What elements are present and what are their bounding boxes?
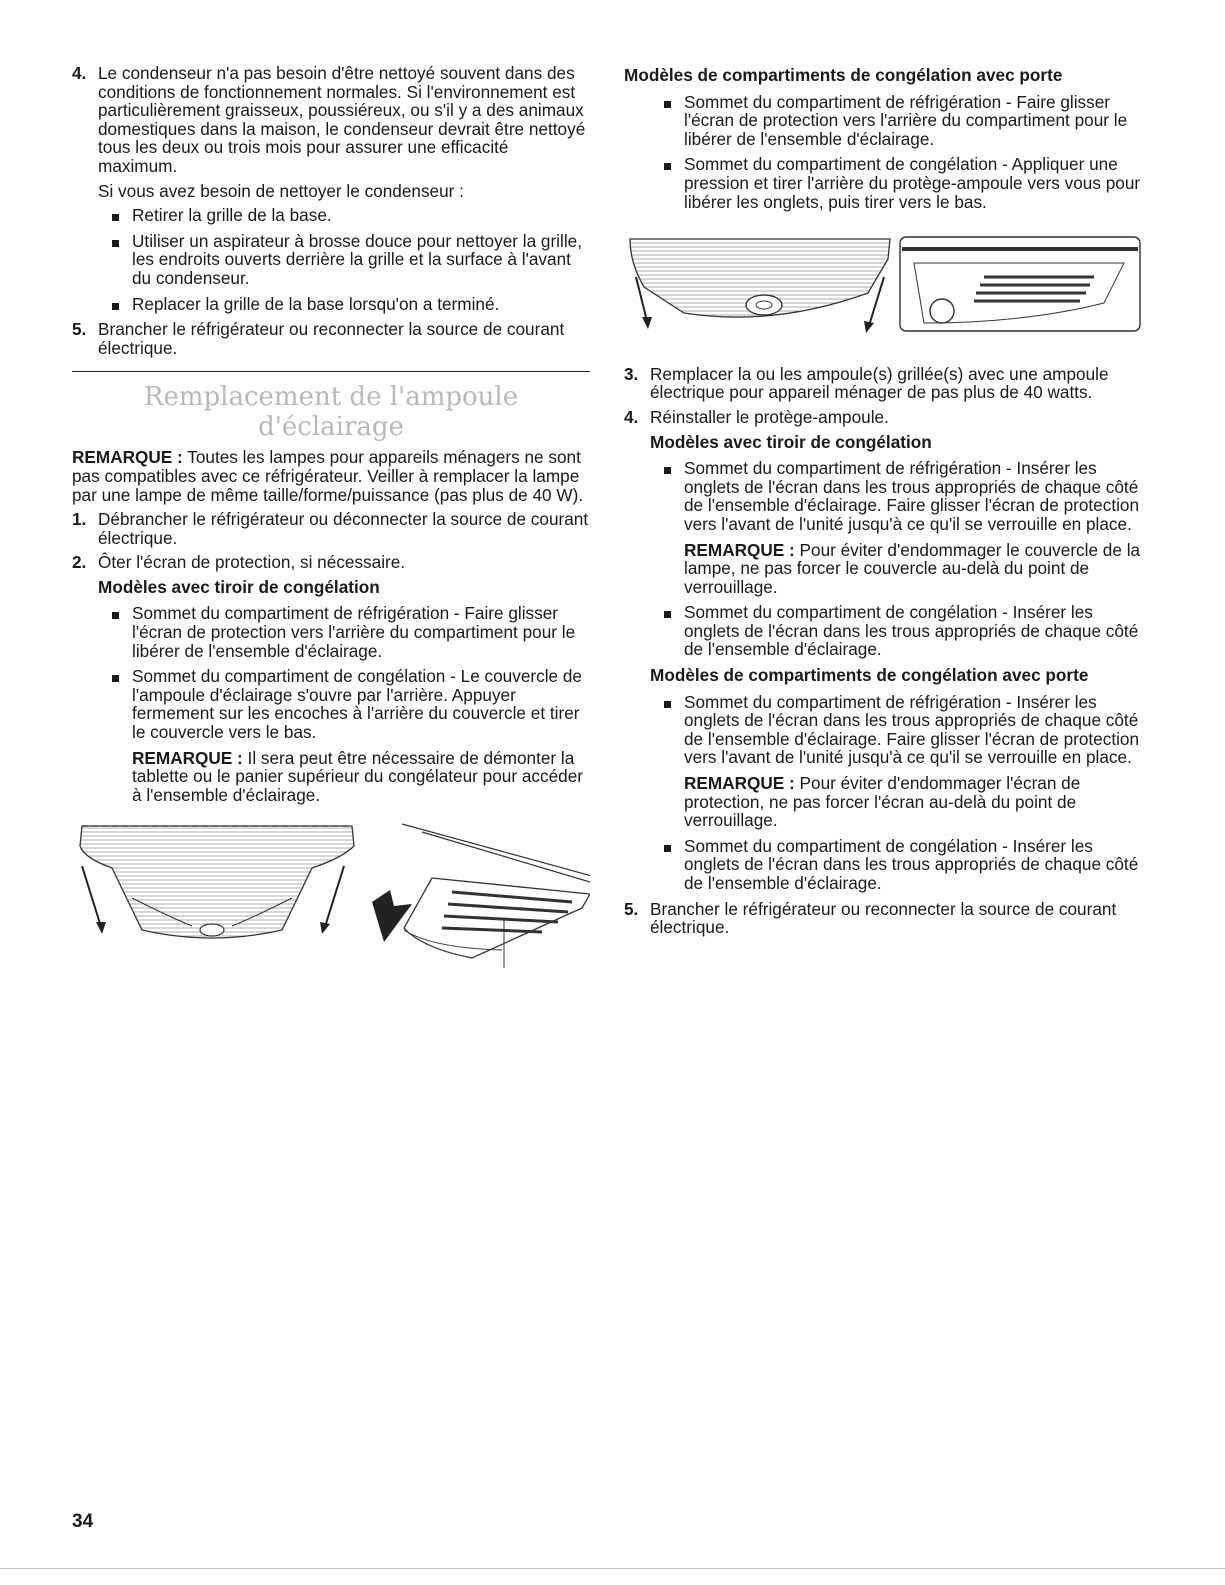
bullet-item	[72, 232, 590, 288]
step-text: Remplacer la ou les ampoule(s) grillée(s) avec une ampoule électrique pour appareil ménager de pas plus de 40 watts.	[650, 363, 1109, 403]
step-number: 2.	[72, 552, 87, 573]
light-cover-illustration	[72, 818, 590, 972]
note-label: REMARQUE :	[684, 539, 795, 560]
bullet-text: Sommet du compartiment de congélation - Insérer les onglets de l'écran dans les trous appropriés de chaque côté de l'ensemble d'éclairage.	[684, 835, 1139, 893]
bullet-square-icon	[98, 604, 132, 660]
note-text: Il sera peut être nécessaire de démonter la tablette ou le panier supérieur du congélateur pour accéder à l'ensemble d'éclairage.	[132, 747, 583, 805]
note-paragraph	[624, 541, 1142, 597]
paragraph: Si vous avez besoin de nettoyer le condenseur :	[98, 180, 464, 201]
step-item	[72, 553, 590, 572]
step-number: 5.	[624, 898, 639, 919]
bullet-item	[72, 604, 590, 660]
bullet-square-icon	[650, 155, 684, 211]
bullet-text: Sommet du compartiment de congélation - Appliquer une pression et tirer l'arrière du protège-ampoule vers vous pour libérer les onglets, puis tirer vers le bas.	[684, 154, 1141, 212]
note-label: REMARQUE :	[684, 773, 795, 794]
step-number: 4.	[624, 406, 639, 427]
bullet-text: Sommet du compartiment de congélation - Insérer les onglets de l'écran dans les trous appropriés de chaque côté de l'ensemble d'éclairage.	[684, 602, 1139, 660]
step-item	[624, 408, 1142, 427]
step-number: 3.	[624, 363, 639, 384]
note-label: REMARQUE :	[132, 747, 243, 768]
bullet-text: Sommet du compartiment de réfrigération - Insérer les onglets de l'écran dans les trous appropriés de chaque côté de l'ensemble d'éclairage. Faire glisser l'écran de protection vers l'avant de l'unité jusqu'à ce qu'il se verrouille en place.	[684, 691, 1140, 768]
step-text: Débrancher le réfrigérateur ou déconnecter la source de courant électrique.	[98, 509, 589, 548]
step-text: Brancher le réfrigérateur ou reconnecter la source de courant électrique.	[650, 898, 1117, 938]
bullet-item	[72, 295, 590, 314]
note-paragraph	[72, 749, 590, 805]
note-text: Pour éviter d'endommager l'écran de protection, ne pas forcer l'écran au-delà du point de verrouillage.	[684, 773, 1081, 831]
step-item	[624, 365, 1142, 402]
bullet-square-icon	[650, 603, 684, 659]
bottom-border	[0, 1568, 1225, 1569]
freezer-light-illustration	[624, 233, 1142, 347]
bullet-square-icon	[650, 693, 684, 767]
bullet-text: Sommet du compartiment de réfrigération - Insérer les onglets de l'écran dans les trous appropriés de chaque côté de l'ensemble d'éclairage. Faire glisser l'écran de protection vers l'avant de l'unité jusqu'à ce qu'il se verrouille en place.	[684, 458, 1140, 534]
bullet-text: Sommet du compartiment de réfrigération - Faire glisser l'écran de protection vers l'arrière du compartiment pour le libérer de l'ensemble d'éclairage.	[684, 91, 1128, 149]
bullet-item	[624, 155, 1142, 211]
bullet-item	[624, 837, 1142, 893]
step-text: Le condenseur n'a pas besoin d'être nettoyé souvent dans des conditions de fonctionnement normales. Si l'environnement est particulièrement graisseux, poussiéreux, ou s'il y a des animaux domestiques dans la maison, le condenseur devrait être nettoyé tous les deux ou trois mois pour assurer une efficacité maximum.	[98, 63, 586, 176]
bullet-square-icon	[98, 232, 132, 288]
step-text: Ôter l'écran de protection, si nécessaire.	[98, 552, 406, 573]
remarque-label: REMARQUE :	[72, 447, 183, 468]
freezer-light-drawing	[624, 233, 1142, 343]
subheading: Modèles de compartiments de congélation avec porte	[650, 665, 1089, 686]
subheading: Modèles de compartiments de congélation avec porte	[624, 65, 1063, 85]
bullet-item	[624, 93, 1142, 149]
bullet-square-icon	[650, 837, 684, 893]
subheading: Modèles avec tiroir de congélation	[650, 431, 932, 452]
bullet-square-icon	[98, 295, 132, 314]
bullet-square-icon	[650, 459, 684, 533]
bullet-item	[624, 603, 1142, 659]
remarque-paragraph	[72, 448, 590, 504]
right-column	[624, 64, 1142, 943]
bullet-item	[624, 459, 1142, 533]
step-text: Brancher le réfrigérateur ou reconnecter la source de courant électrique.	[98, 319, 565, 358]
bullet-text: Sommet du compartiment de réfrigération - Faire glisser l'écran de protection vers l'arrière du compartiment pour le libérer de l'ensemble d'éclairage.	[132, 603, 576, 661]
section-title: Remplacement de l'ampoule d'éclairage	[143, 382, 519, 443]
section-divider	[72, 371, 590, 372]
page-number: 34	[72, 1511, 94, 1532]
step-number: 4.	[72, 63, 87, 83]
bullet-text: Replacer la grille de la base lorsqu'on a terminé.	[132, 293, 500, 314]
step-text: Réinstaller le protège-ampoule.	[650, 406, 889, 427]
step-item	[72, 510, 590, 547]
bullet-item	[72, 667, 590, 741]
bullet-square-icon	[98, 206, 132, 225]
bullet-square-icon	[98, 667, 132, 741]
bullet-item	[72, 206, 590, 225]
bullet-text: Utiliser un aspirateur à brosse douce pour nettoyer la grille, les endroits ouverts derrière la grille et la surface à l'avant du condenseur.	[132, 230, 582, 288]
note-text: Pour éviter d'endommager le couvercle de la lampe, ne pas forcer le couvercle au-delà du point de verrouillage.	[684, 539, 1141, 597]
bullet-text: Sommet du compartiment de congélation - Le couvercle de l'ampoule d'éclairage s'ouvre par l'arrière. Appuyer fermement sur les encoches à l'arrière du couvercle et tirer le couvercle vers le bas.	[132, 666, 582, 743]
step-item	[72, 64, 590, 176]
bullet-item	[624, 693, 1142, 767]
left-column	[72, 64, 590, 988]
bullet-text: Retirer la grille de la base.	[132, 205, 332, 226]
remarque-text: Toutes les lampes pour appareils ménagers ne sont pas compatibles avec ce réfrigérateur. Veiller à remplacer la lampe par une lampe de même taille/forme/puissance (pas plus de 40 W).	[72, 447, 584, 505]
bullet-square-icon	[650, 93, 684, 149]
subheading: Modèles avec tiroir de congélation	[98, 576, 380, 597]
light-cover-drawing	[72, 818, 590, 968]
note-paragraph	[624, 774, 1142, 830]
step-item	[624, 900, 1142, 937]
step-number: 1.	[72, 509, 87, 530]
step-number: 5.	[72, 319, 87, 340]
step-item	[72, 320, 590, 357]
